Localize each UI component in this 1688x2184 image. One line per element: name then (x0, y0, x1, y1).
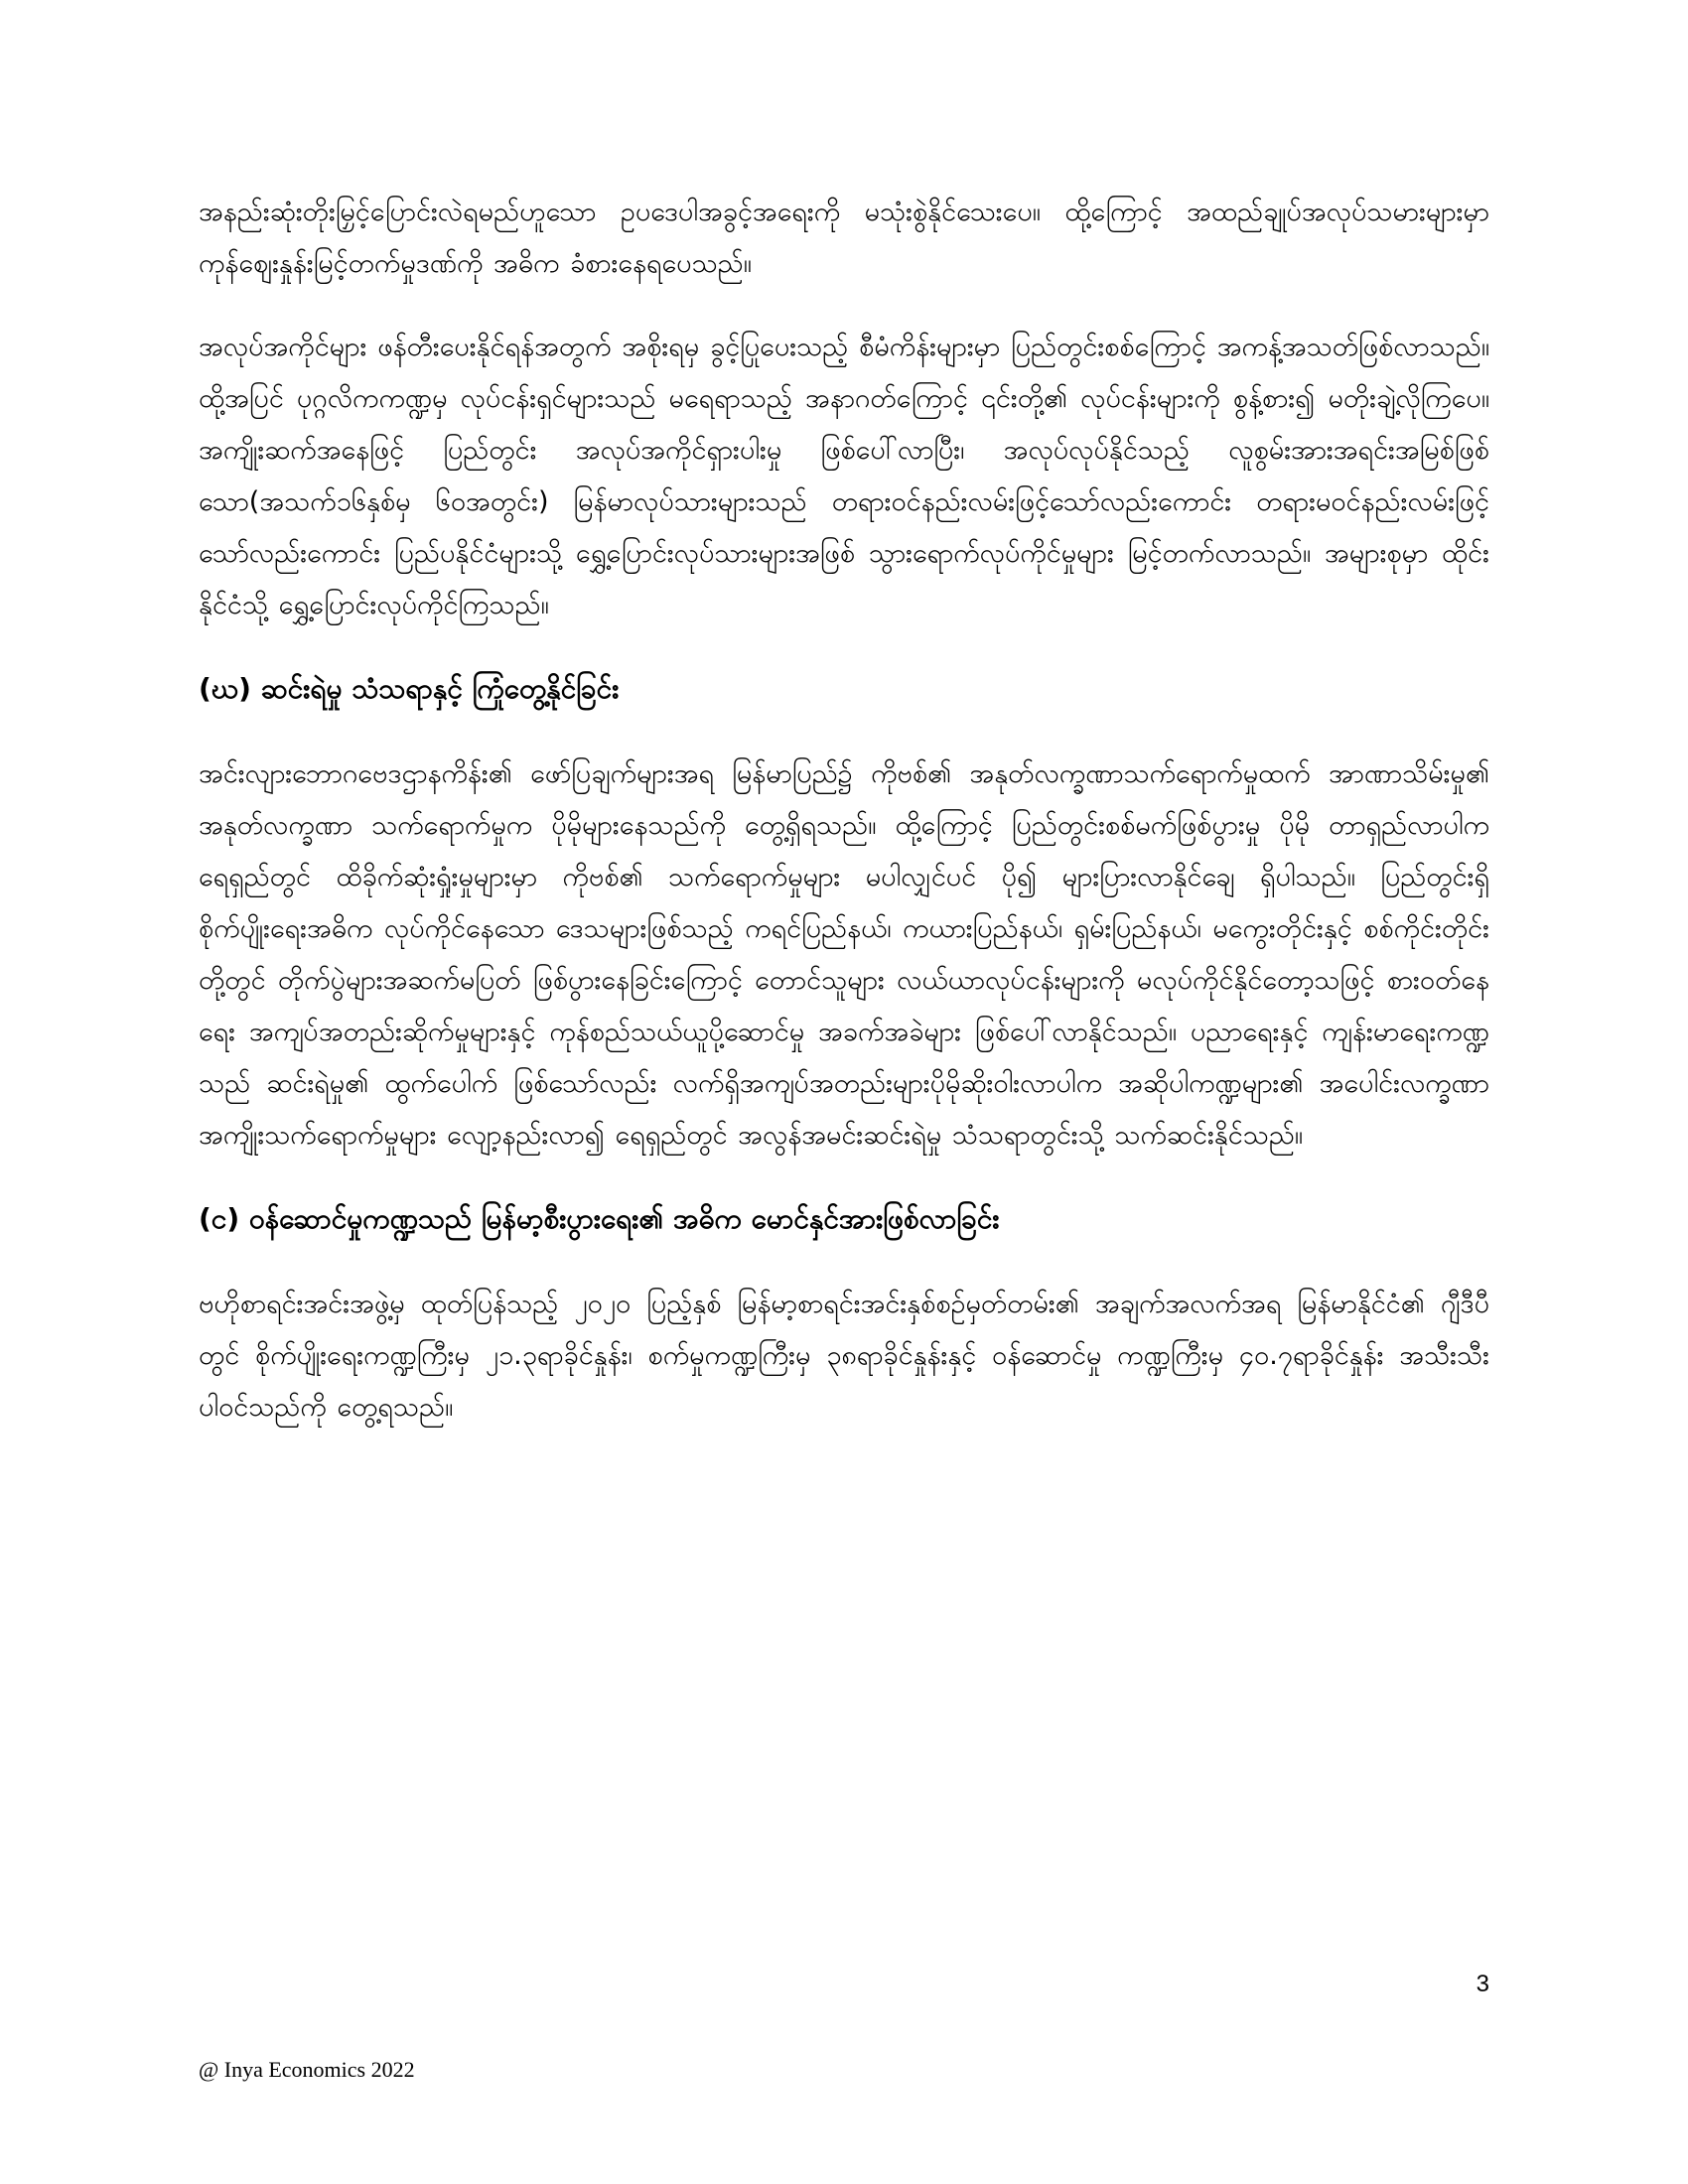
paragraph-3: အင်းလျားဘောဂဗေဒဌာနကိန်း၏ ဖော်ပြချက်များအရ မြန်မာပြည်၌ ကိုဗစ်၏ အနုတ်လက္ခဏာသက်ရောက်မှုထက် အာဏာသိမ်းမှု၏ အနုတ်လက္ခဏာ သက်ရောက်မှုက ပိုမိုများနေသည်ကို တွေ့ရှိရသည်။ ထို့ကြောင့် ပြည်တွင်းစစ်မက်ဖြစ်ပွားမှု ပိုမို တာရှည်လာပါက ရေရှည်တွင် ထိခိုက်ဆုံးရှုံးမှုများမှာ ကိုဗစ်၏ သက်ရောက်မှုများ မပါလျှင်ပင် ပို၍ များပြားလာနိုင်ချေ ရှိပါသည်။ ပြည်တွင်းရှိ စိုက်ပျိုးရေးအဓိက လုပ်ကိုင်နေသော ဒေသများဖြစ်သည့် ကရင်ပြည်နယ်၊ ကယားပြည်နယ်၊ ရှမ်းပြည်နယ်၊ မကွေးတိုင်းနှင့် စစ်ကိုင်းတိုင်းတို့တွင် တိုက်ပွဲများအဆက်မပြတ် ဖြစ်ပွားနေခြင်းကြောင့် တောင်သူများ လယ်ယာလုပ်ငန်းများကို မလုပ်ကိုင်နိုင်တော့သဖြင့် စားဝတ်နေရေး အကျပ်အတည်းဆိုက်မှုများနှင့် ကုန်စည်သယ်ယူပို့ဆောင်မှု အခက်အခဲများ ဖြစ်ပေါ်လာနိုင်သည်။ ပညာရေးနှင့် ကျန်းမာရေးကဏ္ဍသည် ဆင်းရဲမှု၏ ထွက်ပေါက် ဖြစ်သော်လည်း လက်ရှိအကျပ်အတည်းများပိုမိုဆိုးဝါးလာပါက အဆိုပါကဏ္ဍများ၏ အပေါင်းလက္ခဏာ အကျိုးသက်ရောက်မှုများ လျော့နည်းလာ၍ ရေရှည်တွင် အလွန်အမင်းဆင်းရဲမှု သံသရာတွင်းသို့ သက်ဆင်းနိုင်သည်။ (199, 758, 1489, 1151)
page-number: 3 (1476, 1971, 1489, 1997)
section-heading-gha: (ဃ) ဆင်းရဲမှု သံသရာနှင့် ကြုံတွေ့နိုင်ခြင်း (199, 672, 620, 705)
paragraph-2: အလုပ်အကိုင်များ ဖန်တီးပေးနိုင်ရန်အတွက် အစိုးရမှ ခွင့်ပြုပေးသည့် စီမံကိန်းများမှာ ပြည်တွင်းစစ်ကြောင့် အကန့်အသတ်ဖြစ်လာသည်။ ထို့အပြင် ပုဂ္ဂလိကကဏ္ဍမှ လုပ်ငန်းရှင်များသည် မရေရာသည့် အနာဂတ်ကြောင့် ၎င်းတို့၏ လုပ်ငန်းများကို စွန့်စား၍ မတိုးချဲ့လိုကြပေ။ အကျိုးဆက်အနေဖြင့် ပြည်တွင်း အလုပ်အကိုင်ရှားပါးမှု ဖြစ်ပေါ်လာပြီး၊ အလုပ်လုပ်နိုင်သည့် လူစွမ်းအားအရင်းအမြစ်ဖြစ်သော(အသက်၁၆နှစ်မှ ၆၀အတွင်း) မြန်မာလုပ်သားများသည် တရားဝင်နည်းလမ်းဖြင့်သော်လည်းကောင်း တရားမဝင်နည်းလမ်းဖြင့်သော်လည်းကောင်း ပြည်ပနိုင်ငံများသို့ ရွှေ့ပြောင်းလုပ်သားများအဖြစ် သွားရောက်လုပ်ကိုင်မှုများ မြင့်တက်လာသည်။ အများစုမှာ ထိုင်းနိုင်ငံသို့ ရွှေ့ပြောင်းလုပ်ကိုင်ကြသည်။ (199, 332, 1489, 620)
footer-copyright: @ Inya Economics 2022 (199, 2057, 415, 2082)
page-body (199, 187, 1489, 1465)
section-heading-nga: (င) ဝန်ဆောင်မှုကဏ္ဍသည် မြန်မာ့စီးပွားရေး၏ အဓိက မောင်နှင်အားဖြစ်လာခြင်း (199, 1202, 1000, 1235)
paragraph-4: ဗဟိုစာရင်းအင်းအဖွဲ့မှ ထုတ်ပြန်သည့် ၂၀၂၀ ပြည့်နှစ် မြန်မာ့စာရင်းအင်းနှစ်စဉ်မှတ်တမ်း၏ အချက်အလက်အရ မြန်မာနိုင်ငံ၏ ဂျီဒီပီတွင် စိုက်ပျိုးရေးကဏ္ဍကြီးမှ ၂၁.၃ရာခိုင်နှုန်း၊ စက်မှုကဏ္ဍကြီးမှ ၃၈ရာခိုင်နှုန်းနှင့် ဝန်ဆောင်မှု ကဏ္ဍကြီးမှ ၄၀.၇ရာခိုင်နှုန်း အသီးသီးပါဝင်သည်ကို တွေ့ရသည်။ (199, 1289, 1489, 1423)
paragraph-1: အနည်းဆုံးတိုးမြှင့်ပြောင်းလဲရမည်ဟူသော ဥပဒေပါအခွင့်အရေးကို မသုံးစွဲနိုင်သေးပေ။ ထို့ကြောင့် အထည်ချုပ်အလုပ်သမားများမှာ ကုန်ဈေးနှုန်းမြင့်တက်မှုဒဏ်ကို အဓိက ခံစားနေရပေသည်။ (199, 197, 1489, 279)
